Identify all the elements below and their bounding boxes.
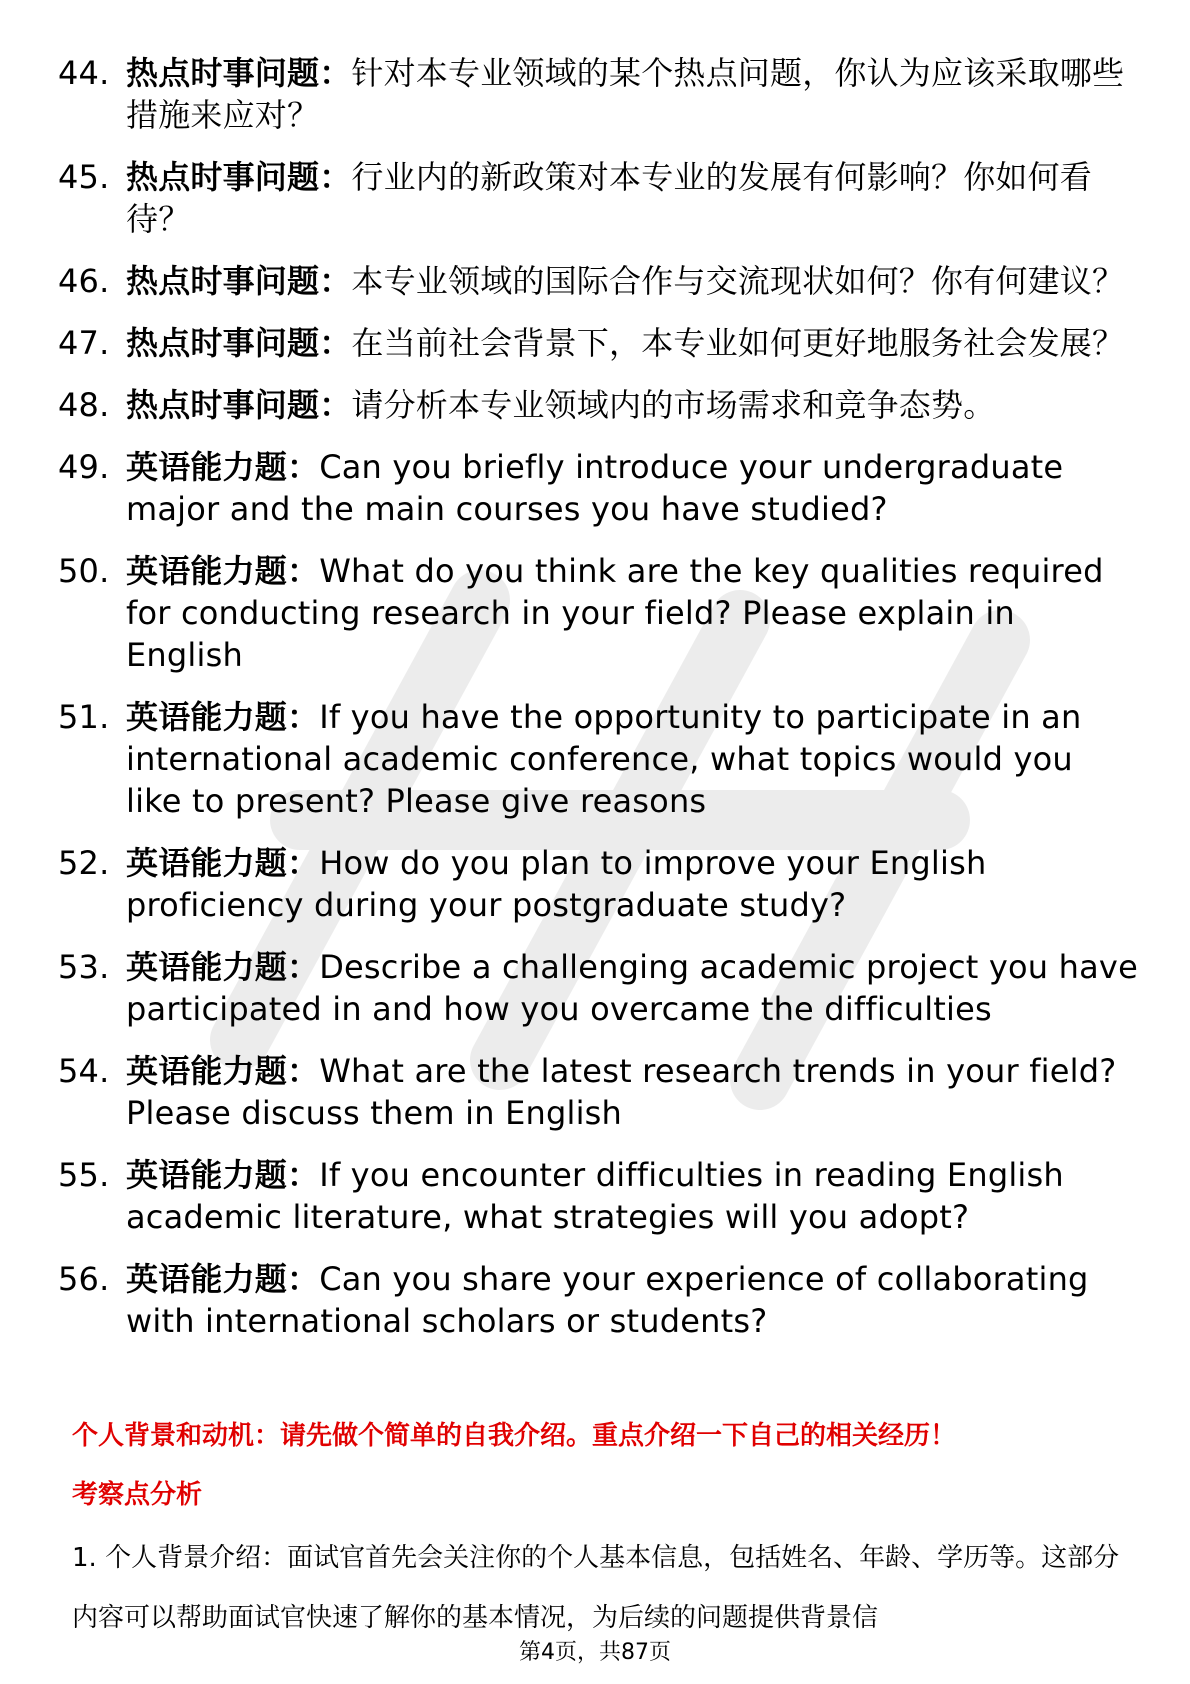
list-item bbox=[58, 550, 1138, 676]
question-list bbox=[58, 52, 1138, 1362]
question-text: 行业内的新政策对本专业的发展有何影响？你如何看待？ bbox=[126, 158, 1093, 238]
question-number: 46. bbox=[58, 262, 110, 300]
list-item bbox=[58, 446, 1138, 530]
list-item bbox=[58, 384, 1138, 426]
list-item bbox=[58, 1154, 1138, 1238]
list-item bbox=[58, 156, 1138, 240]
question-category: 英语能力题： bbox=[126, 552, 320, 590]
list-item bbox=[58, 696, 1138, 822]
question-text: 本专业领域的国际合作与交流现状如何？你有何建议？ bbox=[351, 262, 1125, 300]
question-category: 英语能力题： bbox=[126, 1156, 320, 1194]
question-text: If you have the opportunity to participate in an international academic conference, what topics would you like to present? Please give reasons bbox=[126, 698, 1082, 820]
question-category: 热点时事问题： bbox=[126, 262, 352, 300]
question-text: What do you think are the key qualities required for conducting research in your field? Please explain in English bbox=[126, 552, 1104, 674]
question-category: 热点时事问题： bbox=[126, 386, 352, 424]
question-text: 在当前社会背景下，本专业如何更好地服务社会发展？ bbox=[351, 324, 1125, 362]
question-number: 56. bbox=[58, 1260, 110, 1298]
list-item bbox=[58, 322, 1138, 364]
question-number: 45. bbox=[58, 158, 110, 196]
question-category: 英语能力题： bbox=[126, 1260, 320, 1298]
question-number: 52. bbox=[58, 844, 110, 882]
question-category: 英语能力题： bbox=[126, 448, 320, 486]
question-number: 55. bbox=[58, 1156, 110, 1194]
page-footer: 第4页，共87页 bbox=[519, 1640, 671, 1665]
question-category: 英语能力题： bbox=[126, 698, 320, 736]
question-category: 英语能力题： bbox=[126, 844, 320, 882]
question-number: 44. bbox=[58, 54, 110, 92]
list-item bbox=[58, 260, 1138, 302]
question-category: 英语能力题： bbox=[126, 1052, 320, 1090]
question-category: 英语能力题： bbox=[126, 948, 320, 986]
question-number: 51. bbox=[58, 698, 110, 736]
question-number: 49. bbox=[58, 448, 110, 486]
question-category: 热点时事问题： bbox=[126, 324, 352, 362]
question-number: 50. bbox=[58, 552, 110, 590]
question-number: 48. bbox=[58, 386, 110, 424]
question-text: Can you briefly introduce your undergraduate major and the main courses you have studied? bbox=[126, 448, 1064, 528]
question-category: 热点时事问题： bbox=[126, 158, 352, 196]
question-text: Describe a challenging academic project you have participated in and how you overcame the difficulties bbox=[126, 948, 1138, 1028]
question-number: 54. bbox=[58, 1052, 110, 1090]
question-text: How do you plan to improve your English proficiency during your postgraduate study? bbox=[126, 844, 987, 924]
analysis-paragraph: 1. 个人背景介绍：面试官首先会关注你的个人基本信息，包括姓名、年龄、学历等。这部分内容可以帮助面试官快速了解你的基本情况，为后续的问题提供背景信 bbox=[72, 1543, 1120, 1633]
question-text: If you encounter difficulties in reading English academic literature, what strategies will you adopt? bbox=[126, 1156, 1064, 1236]
list-item bbox=[58, 842, 1138, 926]
list-item bbox=[58, 946, 1138, 1030]
list-item bbox=[58, 52, 1138, 136]
question-text: Can you share your experience of collaborating with international scholars or students? bbox=[126, 1260, 1089, 1340]
question-number: 53. bbox=[58, 948, 110, 986]
question-text: 请分析本专业领域内的市场需求和竞争态势。 bbox=[351, 386, 996, 424]
question-number: 47. bbox=[58, 324, 110, 362]
question-category: 热点时事问题： bbox=[126, 54, 352, 92]
list-item bbox=[58, 1050, 1138, 1134]
analysis-heading: 考察点分析 bbox=[72, 1480, 203, 1510]
motive-heading: 个人背景和动机：请先做个简单的自我介绍。重点介绍一下自己的相关经历！ bbox=[72, 1421, 957, 1451]
list-item bbox=[58, 1258, 1138, 1342]
question-text: 针对本专业领域的某个热点问题，你认为应该采取哪些措施来应对？ bbox=[126, 54, 1125, 134]
question-text: What are the latest research trends in your field? Please discuss them in English bbox=[126, 1052, 1117, 1132]
